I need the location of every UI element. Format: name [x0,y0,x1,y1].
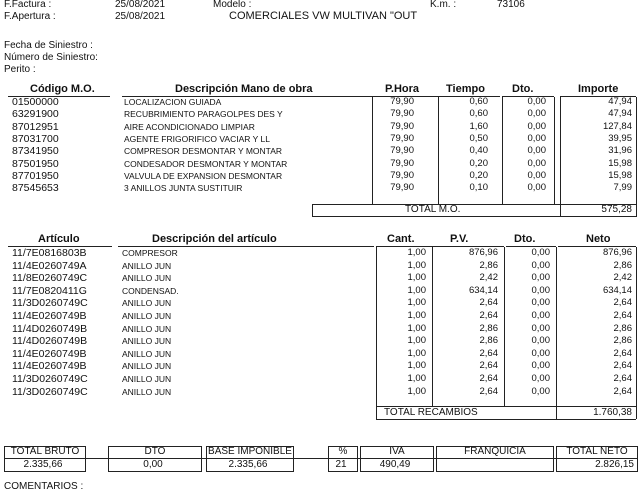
labor-header-time: Tiempo [446,83,485,95]
parts-code: 11/7E0820411G [12,284,87,297]
parts-pv: 2,86 [479,259,498,271]
parts-code: 11/4E0260749B [12,347,87,360]
parts-net: 2,86 [613,335,632,347]
labor-desc: CONDESADOR DESMONTAR Y MONTAR [124,158,288,169]
parts-dto: 0,00 [531,297,550,309]
parts-pv: 2,86 [479,322,498,334]
parts-header-desc: Descripción del artículo [152,233,277,245]
labor-price: 79,90 [390,108,414,120]
parts-pv: 2,64 [479,310,498,321]
labor-price: 79,90 [390,182,414,194]
parts-desc: COMPRESOR [122,248,178,258]
labor-dto: 0,00 [527,182,546,194]
summary-value-base-imponible: 2.335,66 [228,459,268,470]
parts-header-net: Neto [586,233,611,245]
parts-qty: 1,00 [407,373,426,384]
labor-header-price: P.Hora [385,83,420,95]
labor-time: 0,10 [469,182,488,194]
summary-header-dto: DTO [144,446,166,457]
km-value: 73106 [497,0,525,10]
parts-net: 2,64 [613,310,632,321]
parts-dto: 0,00 [531,347,550,359]
labor-header-amount: Importe [578,83,619,95]
parts-dto: 0,00 [531,322,550,334]
parts-pv: 2,64 [479,385,498,397]
parts-dto: 0,00 [531,272,550,284]
parts-code: 11/3D0260749C [12,385,88,398]
labor-price: 79,90 [390,96,414,107]
parts-net: 634,14 [602,284,632,296]
parts-code: 11/3D0260749C [12,297,88,310]
labor-dto: 0,00 [527,169,546,181]
parts-qty: 1,00 [407,310,426,321]
perito-label: Perito : [4,64,36,75]
labor-amount: 47,94 [608,108,632,120]
labor-code: 87341950 [12,145,59,158]
labor-price: 79,90 [390,157,414,169]
parts-dto: 0,00 [531,310,550,321]
apertura-label: F.Apertura : [4,11,56,22]
parts-pv: 2,64 [479,297,498,309]
parts-code: 11/4E0260749B [12,310,87,322]
parts-qty: 1,00 [407,247,426,258]
labor-row [0,159,640,169]
labor-row [0,183,640,193]
km-label: K.m. : [430,0,457,10]
parts-desc: ANILLO JUN [122,386,172,397]
labor-desc: AIRE ACONDICIONADO LIMPIAR [124,121,255,132]
labor-row [0,97,640,107]
parts-row [0,324,640,334]
parts-desc: ANILLO JUN [122,311,172,321]
parts-header-code: Artículo [38,233,80,245]
parts-dto: 0,00 [531,284,550,296]
modelo-label: Modelo : [213,0,252,10]
parts-pv: 2,42 [479,272,498,284]
labor-price: 79,90 [390,132,414,144]
parts-pv: 634,14 [468,284,498,296]
labor-time: 0,60 [469,96,488,107]
parts-net: 2,64 [613,360,632,372]
parts-row [0,273,640,283]
parts-dto: 0,00 [531,247,550,258]
labor-amount: 39,95 [608,132,632,144]
parts-row [0,336,640,346]
siniestro-fecha-label: Fecha de Siniestro : [4,40,93,51]
labor-row [0,171,640,181]
labor-desc: VALVULA DE EXPANSION DESMONTAR [124,170,283,181]
labor-desc: RECUBRIMIENTO PARAGOLPES DES Y [124,109,283,120]
summary-value-percent: 21 [335,459,347,470]
labor-code: 87012951 [12,120,59,133]
parts-qty: 1,00 [407,385,426,397]
labor-code: 87031700 [12,132,59,145]
labor-code: 87501950 [12,157,59,170]
parts-header-pv: P.V. [450,233,469,245]
labor-desc: COMPRESOR DESMONTAR Y MONTAR [124,146,283,157]
parts-net: 2,64 [613,385,632,397]
parts-row [0,298,640,308]
parts-code: 11/8E0260749C [12,272,88,285]
labor-dto: 0,00 [527,132,546,144]
apertura-value: 25/08/2021 [115,11,166,22]
parts-qty: 1,00 [407,347,426,359]
parts-net: 876,96 [602,247,632,258]
parts-qty: 1,00 [407,259,426,271]
labor-code: 63291900 [12,108,59,121]
parts-code: 11/7E0816803B [12,247,87,259]
labor-dto: 0,00 [527,120,546,132]
labor-desc: 3 ANILLOS JUNTA SUSTITUIR [124,183,243,194]
summary-value-iva: 490,49 [379,459,411,470]
labor-row [0,146,640,156]
parts-pv: 2,64 [479,360,498,372]
parts-desc: CONDENSAD. [122,285,179,296]
summary-header-base-imponible: BASE IMPONIBLE [208,446,292,457]
modelo-value: COMERCIALES VW MULTIVAN "OUT [229,10,418,22]
parts-pv: 2,64 [479,373,498,384]
parts-desc: ANILLO JUN [122,323,172,334]
parts-pv: 876,96 [468,247,498,258]
labor-row [0,122,640,132]
labor-price: 79,90 [390,169,414,181]
parts-net: 2,64 [613,347,632,359]
labor-amount: 127,84 [602,120,632,132]
parts-code: 11/4D0260749B [12,335,88,348]
parts-qty: 1,00 [407,284,426,296]
parts-desc: ANILLO JUN [122,260,172,271]
parts-net: 2,64 [613,297,632,309]
parts-header-dto: Dto. [514,233,536,245]
summary-header-total-bruto: TOTAL BRUTO [10,446,80,457]
parts-header-qty: Cant. [387,233,415,245]
comments-label: COMENTARIOS : [4,481,84,492]
parts-code: 11/3D0260749C [12,373,88,385]
labor-time: 1,60 [469,120,488,132]
parts-pv: 2,64 [479,347,498,359]
siniestro-numero-label: Número de Siniestro: [4,52,98,63]
parts-dto: 0,00 [531,259,550,271]
parts-net: 2,86 [613,259,632,271]
parts-desc: ANILLO JUN [122,374,172,384]
parts-row [0,374,640,384]
parts-desc: ANILLO JUN [122,348,172,359]
parts-qty: 1,00 [407,335,426,347]
parts-row [0,286,640,296]
summary-header-total-neto: TOTAL NETO [566,446,628,457]
parts-row [0,248,640,258]
labor-code: 87545653 [12,182,59,195]
labor-header-code: Código M.O. [30,83,95,95]
labor-time: 0,50 [469,132,488,144]
labor-row [0,134,640,144]
parts-pv: 2,86 [479,335,498,347]
labor-amount: 15,98 [608,169,632,181]
parts-row [0,349,640,359]
labor-price: 79,90 [390,145,414,157]
labor-code: 01500000 [12,96,59,108]
parts-row [0,387,640,397]
labor-time: 0,20 [469,169,488,181]
parts-dto: 0,00 [531,360,550,372]
labor-price: 79,90 [390,120,414,132]
parts-row [0,361,640,371]
parts-row [0,311,640,321]
labor-amount: 47,94 [608,96,632,107]
labor-desc: AGENTE FRIGORIFICO VACIAR Y LL [124,133,270,144]
parts-code: 11/4E0260749A [12,259,87,272]
parts-qty: 1,00 [407,360,426,372]
parts-desc: ANILLO JUN [122,298,172,309]
parts-net: 2,42 [613,272,632,284]
parts-code: 11/4E0260749B [12,360,87,373]
parts-dto: 0,00 [531,373,550,384]
labor-row [0,109,640,119]
parts-net: 2,86 [613,322,632,334]
labor-dto: 0,00 [527,145,546,157]
parts-total-label: TOTAL RECAMBIOS [384,407,478,418]
labor-amount: 15,98 [608,157,632,169]
labor-amount: 7,99 [613,182,632,194]
parts-net: 2,64 [613,373,632,384]
labor-time: 0,20 [469,157,488,169]
summary-header-franquicia: FRANQUICIA [464,446,526,457]
labor-total-value: 575,28 [601,204,632,215]
parts-row [0,261,640,271]
summary-header-iva: IVA [389,446,405,457]
labor-dto: 0,00 [527,108,546,120]
parts-qty: 1,00 [407,322,426,334]
parts-dto: 0,00 [531,385,550,397]
labor-header-dto: Dto. [512,83,534,95]
parts-total-value: 1.760,38 [593,407,632,418]
summary-value-total-bruto: 2.335,66 [23,459,63,470]
factura-label: F.Factura : [4,0,52,10]
labor-dto: 0,00 [527,157,546,169]
labor-code: 87701950 [12,169,59,182]
parts-qty: 1,00 [407,272,426,284]
labor-dto: 0,00 [527,96,546,107]
labor-amount: 31,96 [608,145,632,157]
labor-time: 0,40 [469,145,488,157]
labor-total-label: TOTAL M.O. [405,204,461,215]
labor-time: 0,60 [469,108,488,120]
labor-header-desc: Descripción Mano de obra [175,83,313,95]
summary-value-total-neto: 2.826,15 [595,459,634,470]
summary-header-percent: % [338,446,348,457]
parts-desc: ANILLO JUN [122,336,172,347]
summary-value-dto: 0,00 [143,459,163,470]
parts-code: 11/4D0260749B [12,322,88,335]
factura-value: 25/08/2021 [115,0,166,10]
parts-desc: ANILLO JUN [122,273,172,284]
parts-desc: ANILLO JUN [122,361,172,372]
parts-qty: 1,00 [407,297,426,309]
labor-desc: LOCALIZACION GUIADA [124,97,222,107]
parts-dto: 0,00 [531,335,550,347]
